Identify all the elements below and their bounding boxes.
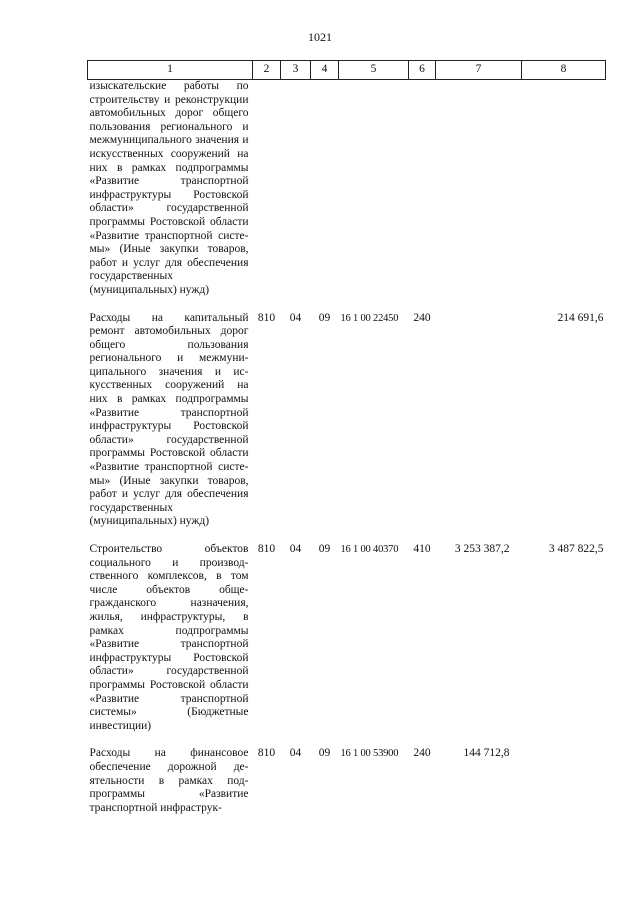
subsection-code: 09 [318,311,331,324]
ministry-code: 810 [257,543,276,555]
amount-col7 [436,298,522,530]
budget-table [87,60,606,815]
amount-col7 [436,80,522,298]
table-row [88,529,606,733]
column-header: 3 [281,61,311,80]
section-code: 04 [289,747,302,760]
expense-type-code: 410 [413,543,431,555]
target-article-code: 16 1 00 40370 [340,544,399,555]
row-description: Расходы на финансовое обеспечение дорожной деятельности в рамках подпрограммы «Развитие транспортной инфраструк- [89,747,249,814]
subsection-code: 09 [318,747,331,760]
row-description: Расходы на капитальный ремонт автомобильных дорог общего пользования регионального и межмуниципального значения и искусственных сооружений на них в рамках подпрограммы «Развитие транспортной инфраструктуры Ростовской области» государственной программы Ростовской области «Развитие транспортной системы» (Иные закупки товаров, работ и услуг для обеспечения государственных (муниципальных) нужд) [89,311,249,528]
table-row [88,80,606,298]
column-header: 4 [311,61,339,80]
ministry-code: 810 [257,747,276,760]
subsection-code [311,80,339,298]
amount-col7: 144 712,8 [463,747,510,760]
page-number: 1021 [308,30,332,44]
row-description: изыскательские работы по строительству и реконструкции автомобильных дорог общего пользования регионального и межмуниципального значения и искусственных сооружений на них в рамках подпрограммы «Развитие транспортной инфраструктуры Ростовской области» государственной программы Ростовской области «Развитие транспортной системы» (Иные закупки товаров, работ и услуг для обеспечения государственных (муниципальных) нужд) [89,80,249,296]
expense-type-code [409,80,436,298]
column-header: 6 [409,61,436,80]
target-article-code: 16 1 00 22450 [340,312,399,324]
ministry-code: 810 [257,311,276,324]
column-numbers-row [88,61,606,80]
section-code: 04 [289,311,302,324]
column-header: 8 [522,61,606,80]
amount-col8: 3 487 822,5 [548,543,604,555]
amount-col8 [522,733,606,815]
column-header: 1 [88,61,253,80]
column-header: 5 [339,61,409,80]
ministry-code [253,80,281,298]
amount-col8 [522,80,606,298]
row-description: Строительство объектов социального и производственного комплексов, в том числе объектов общегражданского назначения, жилья, инфраструктуры, в рамках подпрограммы «Развитие транспортной инфраструктуры Ростовской области» государственной программы Ростовской области «Развитие транспортной системы» (Бюджетные инвестиции) [89,543,249,732]
section-code [281,80,311,298]
target-article-code: 16 1 00 53900 [340,748,399,760]
amount-col8: 214 691,6 [557,311,604,324]
section-code: 04 [289,543,302,555]
column-header: 2 [253,61,281,80]
subsection-code: 09 [318,543,331,555]
target-article-code [339,80,409,298]
expense-type-code: 240 [413,311,431,324]
amount-col7: 3 253 387,2 [454,543,510,555]
column-header: 7 [436,61,522,80]
table-row [88,733,606,815]
expense-type-code: 240 [413,747,431,760]
table-row [88,298,606,530]
